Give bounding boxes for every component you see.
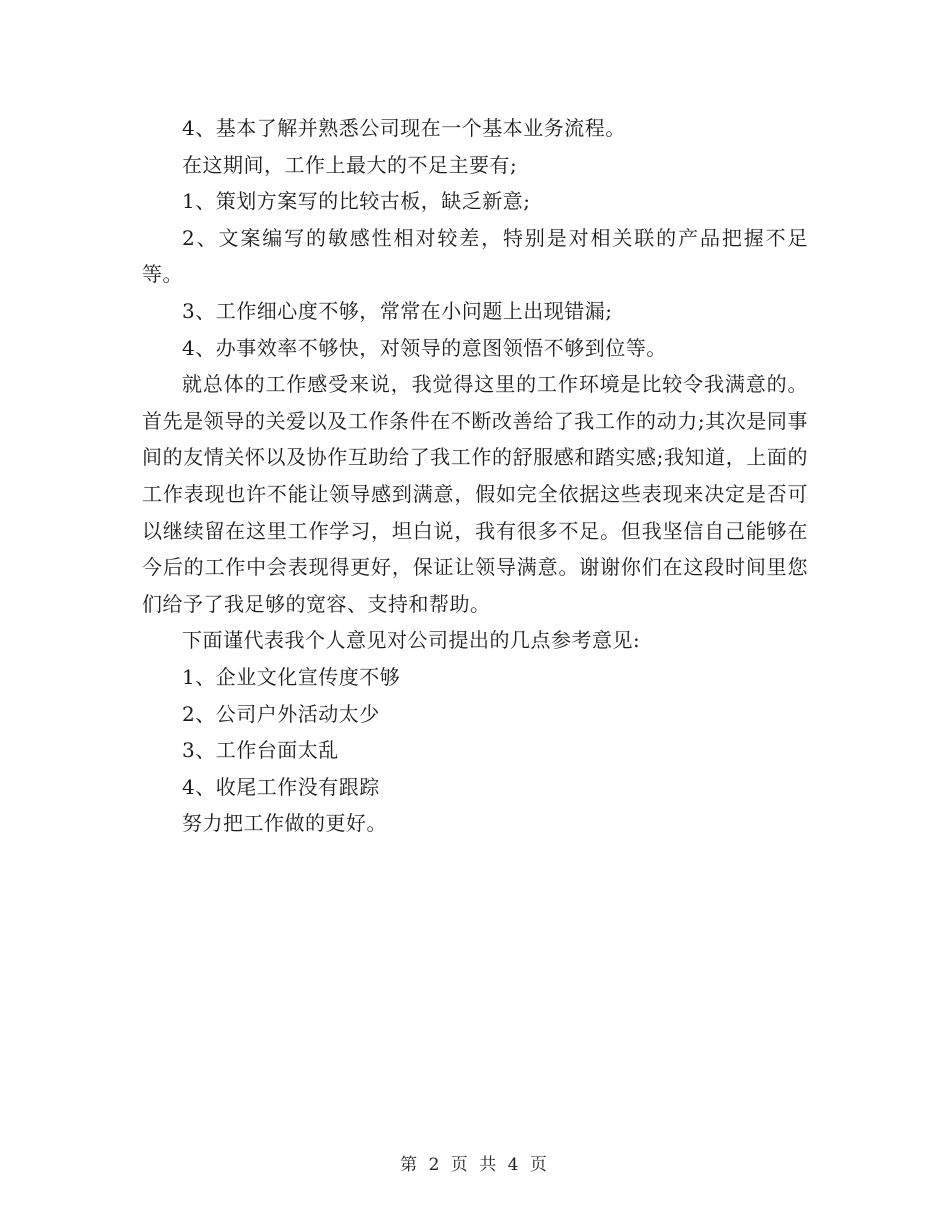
paragraph: 4、基本了解并熟悉公司现在一个基本业务流程。 <box>182 116 626 140</box>
paragraph: 努力把工作做的更好。 <box>182 811 387 836</box>
paragraph: 1、策划方案写的比较古板，缺乏新意; <box>182 189 531 214</box>
paragraph: 2、文案编写的敏感性相对较差，特别是对相关联的产品把握不足等。 <box>142 225 808 287</box>
paragraph: 4、收尾工作没有跟踪 <box>182 774 380 799</box>
page-number-footer: 第 2 页 共 4 页 <box>400 1155 550 1175</box>
paragraph: 3、工作细心度不够，常常在小问题上出现错漏; <box>182 298 613 323</box>
paragraph: 在这期间，工作上最大的不足主要有; <box>182 152 518 177</box>
paragraph: 就总体的工作感受来说，我觉得这里的工作环境是比较令我满意的。首先是领导的关爱以及工作条件在不断改善给了我工作的动力;其次是同事间的友情关怀以及协作互助给了我工作的舒服感和踏实感;我知道，上面的工作表现也许不能让领导感到满意，假如完全依据这些表现来决定是否可以继续留在这里工作学习，坦白说，我有很多不足。但我坚信自己能够在今后的工作中会表现得更好，保证让领导满意。谢谢你们在这段时间里您们给予了我足够的宽容、支持和帮助。 <box>142 372 808 616</box>
paragraph: 1、企业文化宣传度不够 <box>182 664 401 689</box>
paragraph: 4、办事效率不够快，对领导的意图领悟不够到位等。 <box>182 335 667 360</box>
paragraph: 2、公司户外活动太少 <box>182 701 380 726</box>
paragraph: 3、工作台面太乱 <box>182 738 339 763</box>
paragraph: 下面谨代表我个人意见对公司提出的几点参考意见: <box>182 628 641 653</box>
document-body <box>142 110 808 842</box>
